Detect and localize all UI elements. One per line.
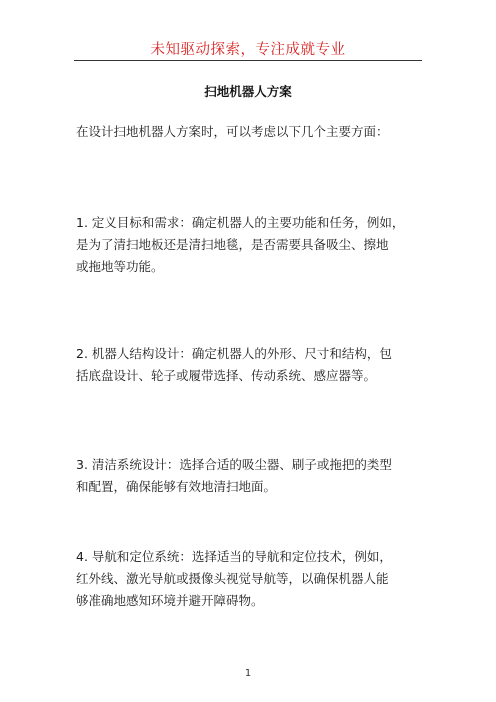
document-title: 扫地机器人方案	[204, 84, 292, 99]
section-item-3	[76, 454, 446, 498]
section-item-1	[76, 212, 446, 278]
section-line: 或拖地等功能。	[76, 259, 164, 274]
intro-line: 在设计扫地机器人方案时，可以考虑以下几个主要方面：	[76, 124, 389, 139]
section-item-2	[76, 343, 446, 387]
section-line: 红外线、激光导航或摄像头视觉导航等，以确保机器人能	[76, 571, 389, 586]
section-line: 和配置，确保能够有效地清扫地面。	[76, 479, 277, 494]
page-number: 1	[244, 668, 252, 679]
section-item-4	[76, 546, 446, 612]
section-line: 3. 清洁系统设计：选择合适的吸尘器、刷子或拖把的类型	[76, 457, 392, 472]
section-line: 够准确地感知环境并避开障碍物。	[76, 593, 264, 608]
section-line: 2. 机器人结构设计：确定机器人的外形、尺寸和结构，包	[76, 346, 392, 361]
header-slogan: 未知驱动探索，专注成就专业	[150, 42, 346, 58]
section-line: 1. 定义目标和需求：确定机器人的主要功能和任务，例如，	[76, 215, 405, 230]
section-line: 是为了清扫地板还是清扫地毯，是否需要具备吸尘、擦地	[76, 237, 389, 252]
intro-paragraph	[76, 121, 446, 143]
section-line: 4. 导航和定位系统：选择适当的导航和定位技术，例如，	[76, 549, 392, 564]
header-divider	[74, 60, 422, 61]
section-line: 括底盘设计、轮子或履带选择、传动系统、感应器等。	[76, 368, 377, 383]
